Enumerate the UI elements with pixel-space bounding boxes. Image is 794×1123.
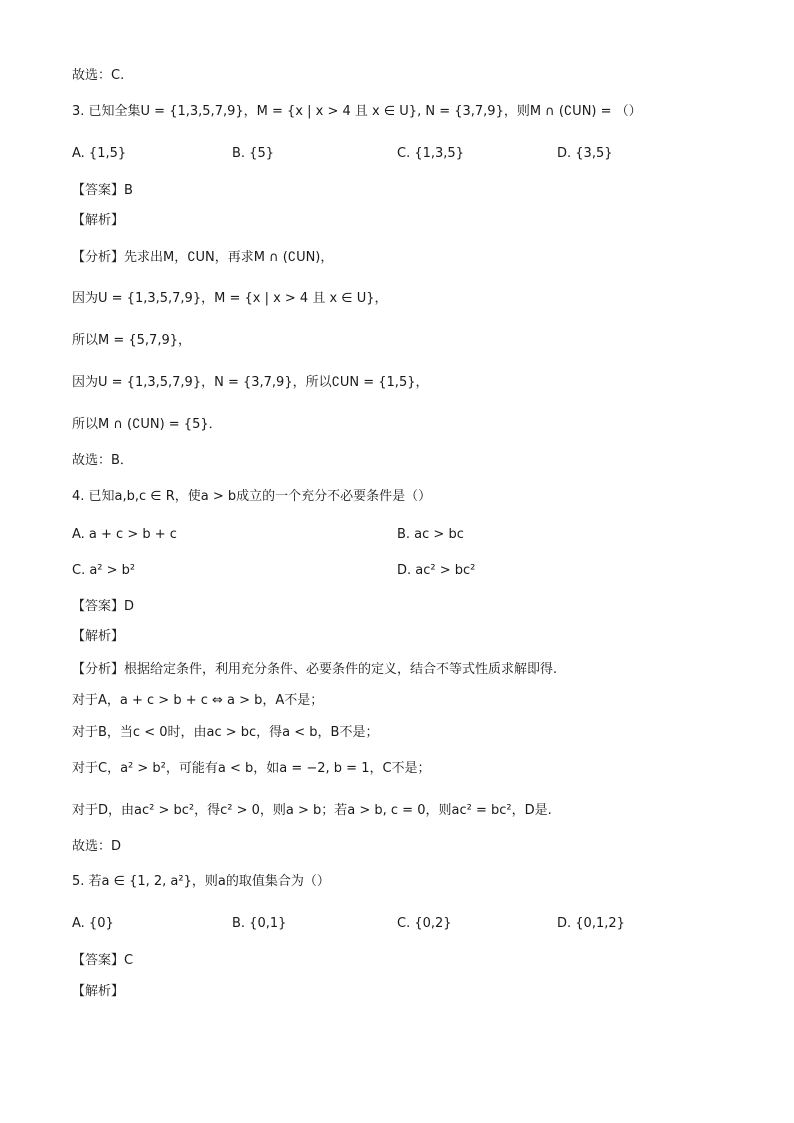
solution-line: 对于C，a² > b²，可能有a < b，如a = −2, b = 1，C不是； <box>72 761 431 776</box>
question-4-stem: 4. 已知a,b,c ∈ R，使a > b成立的一个充分不必要条件是（） <box>72 489 432 504</box>
question-5-stem: 5. 若a ∈ {1, 2, a²}，则a的取值集合为（） <box>72 874 330 889</box>
solution-line: 对于B，当c < 0时，由ac > bc，得a < b，B不是； <box>72 725 379 740</box>
q4-option-c: C. a² > b² <box>72 563 136 578</box>
solution-line: 对于D，由ac² > bc²，得c² > 0，则a > b；若a > b, c = 0，则ac² = bc²，D是. <box>72 803 552 818</box>
analysis-line: 【分析】根据给定条件，利用充分条件、必要条件的定义，结合不等式性质求解即得. <box>72 662 558 677</box>
conclusion-line: 故选：B． <box>72 453 133 468</box>
answer-label: 【答案】B <box>72 183 133 198</box>
q4-option-b: B. ac > bc <box>397 527 464 542</box>
q4-option-a: A. a + c > b + c <box>72 527 177 542</box>
analysis-heading: 【解析】 <box>72 213 125 228</box>
q3-option-c: C. {1,3,5} <box>397 146 464 161</box>
q5-option-b: B. {0,1} <box>232 916 287 931</box>
solution-line: 因为U = {1,3,5,7,9}，N = {3,7,9}，所以∁UN = {1,5}， <box>72 375 429 390</box>
question-3-stem: 3. 已知全集U = {1,3,5,7,9}，M = {x | x > 4 且 x ∈ U}, N = {3,7,9}，则M ∩ (∁UN) = （） <box>72 104 642 119</box>
q3-option-a: A. {1,5} <box>72 146 127 161</box>
text-line: 故选：C. <box>72 68 125 83</box>
q5-option-c: C. {0,2} <box>397 916 452 931</box>
solution-line: 对于A，a + c > b + c ⇔ a > b，A不是； <box>72 693 324 708</box>
solution-line: 所以M = {5,7,9}， <box>72 333 191 348</box>
solution-line: 所以M ∩ (∁UN) = {5}． <box>72 417 222 432</box>
q5-option-a: A. {0} <box>72 916 114 931</box>
analysis-heading: 【解析】 <box>72 629 125 644</box>
q3-option-d: D. {3,5} <box>557 146 613 161</box>
answer-label: 【答案】D <box>72 599 135 614</box>
answer-label: 【答案】C <box>72 953 134 968</box>
q3-option-b: B. {5} <box>232 146 274 161</box>
analysis-heading: 【解析】 <box>72 984 125 999</box>
q4-option-d: D. ac² > bc² <box>397 563 476 578</box>
analysis-line: 【分析】先求出M，∁UN，再求M ∩ (∁UN)， <box>72 250 334 265</box>
conclusion-line: 故选：D <box>72 839 122 854</box>
solution-line: 因为U = {1,3,5,7,9}，M = {x | x > 4 且 x ∈ U}， <box>72 291 388 306</box>
q5-option-d: D. {0,1,2} <box>557 916 625 931</box>
